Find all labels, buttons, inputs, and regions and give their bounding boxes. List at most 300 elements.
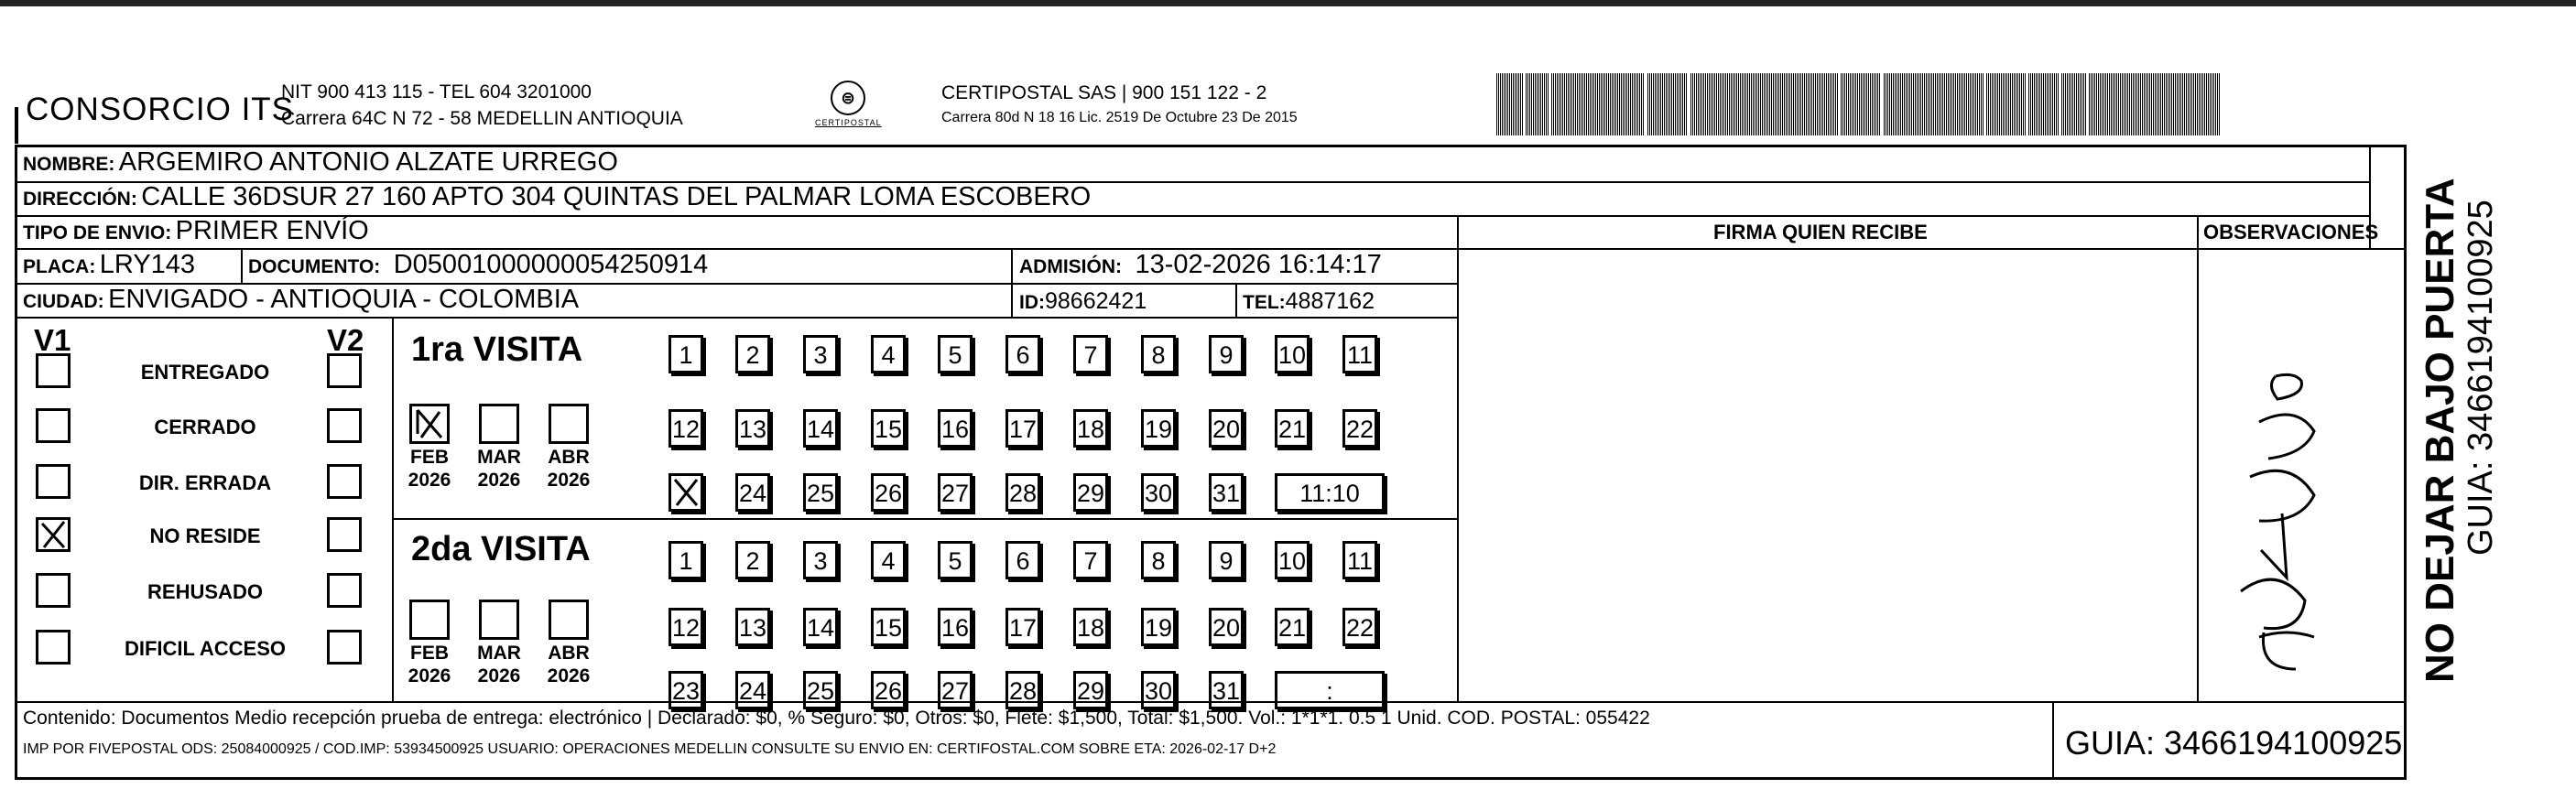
barcode-bar <box>1538 73 1539 135</box>
barcode-bar <box>2072 73 2073 135</box>
month-name: ABR <box>548 447 590 468</box>
barcode-bar <box>1973 73 1974 135</box>
barcode-bar <box>1593 73 1594 135</box>
barcode-bar <box>2052 73 2053 135</box>
barcode-bar <box>2107 73 2108 135</box>
first-visit-title: 1ra VISITA <box>411 330 583 369</box>
barcode-bar <box>2012 73 2013 135</box>
guia-number: GUIA: 3466194100925 <box>2065 724 2403 762</box>
barcode-bar <box>1868 73 1869 135</box>
barcode-bar <box>1548 73 1549 135</box>
nombre-row <box>23 147 618 178</box>
first-visit-day[interactable]: 15 <box>871 409 906 448</box>
barcode-bar <box>1848 73 1849 135</box>
barcode-bar <box>2129 73 2130 135</box>
barcode-bar <box>1764 73 1765 135</box>
placa-label: PLACA: <box>23 256 96 277</box>
barcode-bar <box>1898 73 1899 135</box>
second-visit-day[interactable]: 2 <box>735 541 770 579</box>
barcode-bar <box>1771 73 1772 135</box>
nombre-value: ARGEMIRO ANTONIO ALZATE URREGO <box>118 147 618 177</box>
barcode-bar <box>1782 73 1783 135</box>
barcode-bar <box>1822 73 1823 135</box>
barcode-bar <box>1677 73 1678 135</box>
v2-header: V2 <box>327 323 364 357</box>
barcode-bar <box>1577 73 1578 135</box>
second-visit-day[interactable]: 11 <box>1342 541 1377 579</box>
v2-checkbox-dir-errada[interactable] <box>327 464 362 499</box>
barcode-bar <box>2006 73 2007 135</box>
cert-address: Carrera 80d N 18 16 Lic. 2519 De Octubre 23 De 2015 <box>941 110 1298 125</box>
barcode-bar <box>1553 73 1554 135</box>
v2-checkbox-dificil-acceso[interactable] <box>327 630 362 665</box>
barcode-bar <box>2146 73 2147 135</box>
admision-row <box>1019 250 1382 280</box>
barcode-bar <box>1641 73 1642 135</box>
barcode-bar <box>2149 73 2150 135</box>
barcode-bar <box>1870 73 1871 135</box>
barcode-bar <box>1599 73 1600 135</box>
barcode-bar <box>1948 73 1949 135</box>
barcode-bar <box>1826 73 1827 135</box>
barcode-bar <box>1720 73 1721 135</box>
barcode-bar <box>2085 73 2086 135</box>
first-visit-day[interactable]: 18 <box>1073 409 1108 448</box>
first-visit-day[interactable]: 21 <box>1275 409 1310 448</box>
barcode-bar <box>2028 73 2029 135</box>
barcode-bar <box>1981 73 1982 135</box>
barcode-bar <box>2171 73 2172 135</box>
v2-checkbox-cerrado[interactable] <box>327 408 362 443</box>
barcode-bar <box>1835 73 1836 135</box>
barcode-bar <box>2169 73 2170 135</box>
first-visit-day[interactable]: 29 <box>1073 473 1108 512</box>
barcode-bar <box>1571 73 1572 135</box>
barcode-bar <box>1920 73 1921 135</box>
first-visit-day[interactable]: 12 <box>668 409 703 448</box>
status-label-dir-errada: DIR. ERRADA <box>138 471 272 494</box>
barcode-bar <box>1513 73 1514 135</box>
first-visit-day[interactable]: 14 <box>803 409 838 448</box>
second-visit-day[interactable]: 6 <box>1005 541 1040 579</box>
barcode-bar <box>1937 73 1938 135</box>
barcode-bar <box>1929 73 1930 135</box>
barcode-bar <box>2195 73 2196 135</box>
barcode-bar <box>1864 73 1865 135</box>
barcode-bar <box>2162 73 2163 135</box>
barcode-bar <box>1723 73 1724 135</box>
barcode-bar <box>1664 73 1665 135</box>
barcode-bar <box>1844 73 1845 135</box>
barcode-bar <box>1995 73 1996 135</box>
barcode-bar <box>2030 73 2031 135</box>
v1-checkbox-entregado[interactable] <box>36 353 71 388</box>
barcode-bar <box>1959 73 1960 135</box>
placa-row <box>23 250 195 280</box>
barcode-bar <box>2111 73 2112 135</box>
barcode-bar <box>2199 73 2200 135</box>
first-visit-day[interactable]: 5 <box>938 335 973 373</box>
barcode-bar <box>1893 73 1894 135</box>
direccion-row <box>23 182 1091 212</box>
barcode-bar <box>1692 73 1693 135</box>
barcode-bar <box>1560 73 1561 135</box>
barcode-bar <box>2023 73 2024 135</box>
first-visit-month-mar[interactable] <box>479 404 519 444</box>
barcode-bar <box>1744 73 1745 135</box>
barcode-bar <box>1671 73 1672 135</box>
barcode-bar <box>2193 73 2194 135</box>
barcode-bar <box>2065 73 2066 135</box>
second-visit-day[interactable]: 12 <box>668 608 703 646</box>
second-visit-day[interactable]: 1 <box>668 541 703 579</box>
documento-value: D05001000000054250914 <box>393 250 709 279</box>
barcode-bar <box>1509 73 1510 135</box>
status-label-no-reside: NO RESIDE <box>149 524 261 547</box>
barcode-bar <box>1568 73 1569 135</box>
first-visit-day[interactable]: 22 <box>1342 409 1377 448</box>
second-visit-day[interactable]: 29 <box>1073 671 1108 709</box>
second-visit-month-label <box>472 642 527 687</box>
first-visit-day[interactable]: 30 <box>1141 473 1176 512</box>
barcode-bar <box>1970 73 1971 135</box>
barcode-bar <box>1962 73 1963 135</box>
second-visit-day[interactable]: 26 <box>871 671 906 709</box>
second-visit-day[interactable]: 13 <box>735 608 770 646</box>
barcode-bar <box>1791 73 1792 135</box>
first-visit-day[interactable]: 6 <box>1005 335 1040 373</box>
barcode-bar <box>1749 73 1750 135</box>
barcode-bar <box>2116 73 2117 135</box>
barcode-bar <box>1579 73 1580 135</box>
second-visit-day[interactable]: 21 <box>1275 608 1310 646</box>
barcode-bar <box>1698 73 1699 135</box>
barcode-bar <box>1926 73 1927 135</box>
barcode-bar <box>1573 73 1574 135</box>
barcode-bar <box>1714 73 1715 135</box>
barcode-bar <box>1619 73 1620 135</box>
second-visit-day[interactable]: 24 <box>735 671 770 709</box>
barcode-bar <box>1906 73 1907 135</box>
second-visit-day[interactable]: 17 <box>1005 608 1040 646</box>
first-visit-day[interactable]: 4 <box>871 335 906 373</box>
side-guia: GUIA: 3466194100925 <box>2462 200 2500 556</box>
company-address: Carrera 64C N 72 - 58 MEDELLIN ANTIOQUIA <box>281 108 683 129</box>
second-visit-day[interactable]: 25 <box>803 671 838 709</box>
barcode-bar <box>1606 73 1607 135</box>
first-visit-day[interactable]: 2 <box>735 335 770 373</box>
tipo-value: PRIMER ENVÍO <box>175 216 369 245</box>
barcode-bar <box>2125 73 2126 135</box>
second-visit-day[interactable]: 22 <box>1342 608 1377 646</box>
ciudad-row <box>23 285 579 315</box>
barcode-bar <box>1780 73 1781 135</box>
barcode-bar <box>2098 73 2099 135</box>
second-visit-month-abr[interactable] <box>549 600 589 640</box>
barcode-bar <box>1859 73 1860 135</box>
first-visit-month-label <box>402 446 457 492</box>
barcode-bar <box>1673 73 1674 135</box>
barcode-bar <box>1657 73 1658 135</box>
second-visit-day[interactable]: 30 <box>1141 671 1176 709</box>
barcode-bar <box>2078 73 2079 135</box>
barcode-bar <box>1891 73 1892 135</box>
second-visit-month-label <box>402 642 457 687</box>
first-visit-day[interactable]: 3 <box>803 335 838 373</box>
barcode-bar <box>2133 73 2134 135</box>
barcode-bar <box>2021 73 2022 135</box>
barcode-bar <box>1778 73 1779 135</box>
first-visit-day[interactable]: 10 <box>1275 335 1310 373</box>
first-visit-month-abr[interactable] <box>549 404 589 444</box>
barcode-bar <box>1953 73 1954 135</box>
second-visit-day[interactable]: 28 <box>1005 671 1040 709</box>
second-visit-time-field[interactable]: : <box>1275 671 1385 709</box>
barcode-bar <box>1712 73 1713 135</box>
barcode-bar <box>2080 73 2081 135</box>
direccion-label: DIRECCIÓN: <box>23 189 137 210</box>
barcode-bar <box>1909 73 1910 135</box>
barcode-bar <box>2184 73 2185 135</box>
barcode-bar <box>1511 73 1512 135</box>
barcode-bar <box>1537 73 1538 135</box>
barcode-bar <box>2175 73 2176 135</box>
second-visit-day[interactable]: 31 <box>1209 671 1244 709</box>
barcode-bar <box>1643 73 1644 135</box>
first-visit-day[interactable]: 25 <box>803 473 838 512</box>
month-name: MAR <box>477 447 521 468</box>
first-visit-day[interactable]: 26 <box>871 473 906 512</box>
first-visit-month-feb[interactable] <box>409 404 450 444</box>
first-visit-day[interactable]: 9 <box>1209 335 1244 373</box>
barcode-bar <box>2164 73 2165 135</box>
barcode-bar <box>2166 73 2167 135</box>
barcode-bar <box>2032 73 2033 135</box>
barcode-bar <box>1564 73 1565 135</box>
first-visit-day[interactable]: 27 <box>938 473 973 512</box>
barcode-bar <box>1800 73 1801 135</box>
barcode-bar <box>1700 73 1701 135</box>
barcode-bar <box>1542 73 1543 135</box>
month-year: 2026 <box>408 470 451 491</box>
barcode-bar <box>1795 73 1796 135</box>
barcode-bar <box>1727 73 1728 135</box>
barcode <box>1495 73 2220 135</box>
second-visit-day[interactable]: 18 <box>1073 608 1108 646</box>
barcode-bar <box>2014 73 2015 135</box>
observaciones-label: OBSERVACIONES <box>2203 221 2379 243</box>
month-year: 2026 <box>408 665 451 686</box>
second-visit-day[interactable]: 3 <box>803 541 838 579</box>
barcode-bar <box>1498 73 1499 135</box>
barcode-bar <box>2050 73 2051 135</box>
barcode-bar <box>1518 73 1519 135</box>
barcode-bar <box>1729 73 1730 135</box>
barcode-bar <box>1961 73 1962 135</box>
second-visit-day[interactable]: 9 <box>1209 541 1244 579</box>
barcode-bar <box>1731 73 1732 135</box>
barcode-bar <box>1540 73 1541 135</box>
barcode-bar <box>1853 73 1854 135</box>
first-visit-day[interactable] <box>668 473 703 512</box>
barcode-bar <box>2039 73 2040 135</box>
barcode-bar <box>1522 73 1523 135</box>
v1-checkbox-rehusado[interactable] <box>36 573 71 608</box>
barcode-bar <box>1979 73 1980 135</box>
barcode-bar <box>1928 73 1929 135</box>
barcode-bar <box>1924 73 1925 135</box>
first-visit-day[interactable]: 28 <box>1005 473 1040 512</box>
second-visit-day[interactable]: 8 <box>1141 541 1176 579</box>
barcode-bar <box>2182 73 2183 135</box>
second-visit-day[interactable]: 27 <box>938 671 973 709</box>
first-visit-day[interactable]: 13 <box>735 409 770 448</box>
first-visit-day[interactable]: 8 <box>1141 335 1176 373</box>
barcode-bar <box>1634 73 1635 135</box>
v1-checkbox-dir-errada[interactable] <box>36 464 71 499</box>
second-visit-month-mar[interactable] <box>479 600 519 640</box>
first-visit-day[interactable]: 24 <box>735 473 770 512</box>
first-visit-day[interactable]: 31 <box>1209 473 1244 512</box>
first-visit-time-field[interactable]: 11:10 <box>1275 473 1385 512</box>
barcode-bar <box>1662 73 1663 135</box>
barcode-bar <box>1874 73 1875 135</box>
barcode-bar <box>2127 73 2128 135</box>
barcode-bar <box>2135 73 2136 135</box>
second-visit-day[interactable]: 4 <box>871 541 906 579</box>
barcode-bar <box>1815 73 1816 135</box>
second-visit-day[interactable]: 20 <box>1209 608 1244 646</box>
barcode-bar <box>1939 73 1940 135</box>
v1-checkbox-dificil-acceso[interactable] <box>36 630 71 665</box>
barcode-bar <box>1496 73 1497 135</box>
v1-checkbox-no-reside[interactable] <box>36 517 71 552</box>
barcode-bar <box>2113 73 2114 135</box>
v2-checkbox-entregado[interactable] <box>327 353 362 388</box>
second-visit-day[interactable]: 15 <box>871 608 906 646</box>
barcode-bar <box>2213 73 2214 135</box>
barcode-bar <box>1615 73 1616 135</box>
barcode-bar <box>1837 73 1838 135</box>
barcode-bar <box>1520 73 1521 135</box>
barcode-bar <box>2138 73 2139 135</box>
barcode-bar <box>1722 73 1723 135</box>
second-visit-day[interactable]: 10 <box>1275 541 1310 579</box>
barcode-bar <box>1617 73 1618 135</box>
company-info <box>281 79 683 132</box>
barcode-bar <box>1784 73 1785 135</box>
company-name: CONSORCIO ITS <box>26 92 295 127</box>
first-visit-day[interactable]: 11 <box>1342 335 1377 373</box>
barcode-bar <box>1507 73 1508 135</box>
barcode-bar <box>1902 73 1903 135</box>
logo-text: CERTIPOSTAL <box>815 118 882 127</box>
barcode-bar <box>1690 73 1691 135</box>
barcode-bar <box>1879 73 1880 135</box>
barcode-bar <box>1852 73 1853 135</box>
first-visit-day[interactable]: 19 <box>1141 409 1176 448</box>
barcode-bar <box>1601 73 1602 135</box>
second-visit-day[interactable]: 7 <box>1073 541 1108 579</box>
barcode-bar <box>2210 73 2211 135</box>
barcode-bar <box>2188 73 2189 135</box>
observation-signature <box>2204 358 2369 687</box>
second-visit-day[interactable]: 14 <box>803 608 838 646</box>
month-year: 2026 <box>477 665 521 686</box>
first-visit-day[interactable]: 20 <box>1209 409 1244 448</box>
barcode-bar <box>1968 73 1969 135</box>
barcode-bar <box>1951 73 1952 135</box>
second-visit-day[interactable]: 19 <box>1141 608 1176 646</box>
barcode-bar <box>1570 73 1571 135</box>
first-visit-day[interactable]: 17 <box>1005 409 1040 448</box>
v2-checkbox-rehusado[interactable] <box>327 573 362 608</box>
first-visit-day[interactable]: 16 <box>938 409 973 448</box>
barcode-bar <box>2089 73 2090 135</box>
barcode-bar <box>1502 73 1503 135</box>
barcode-bar <box>1828 73 1829 135</box>
barcode-bar <box>2081 73 2082 135</box>
barcode-bar <box>1718 73 1719 135</box>
status-label-entregado: ENTREGADO <box>140 361 270 384</box>
barcode-bar <box>1653 73 1654 135</box>
second-visit-day[interactable]: 5 <box>938 541 973 579</box>
barcode-bar <box>1582 73 1583 135</box>
barcode-bar <box>1895 73 1896 135</box>
barcode-bar <box>2041 73 2042 135</box>
firma-label: FIRMA QUIEN RECIBE <box>1713 221 1928 243</box>
v2-checkbox-no-reside[interactable] <box>327 517 362 552</box>
barcode-bar <box>1590 73 1591 135</box>
barcode-bar <box>1875 73 1876 135</box>
month-name: FEB <box>410 447 449 468</box>
barcode-bar <box>1946 73 1947 135</box>
barcode-bar <box>2003 73 2004 135</box>
second-visit-day[interactable]: 23 <box>668 671 703 709</box>
barcode-bar <box>1877 73 1878 135</box>
first-visit-day[interactable]: 7 <box>1073 335 1108 373</box>
v1-checkbox-cerrado[interactable] <box>36 408 71 443</box>
id-label: ID: <box>1019 292 1045 313</box>
barcode-bar <box>2047 73 2048 135</box>
barcode-bar <box>1841 73 1842 135</box>
tel-row <box>1243 288 1375 315</box>
v1-header: V1 <box>34 323 71 357</box>
barcode-bar <box>1738 73 1739 135</box>
barcode-bar <box>2219 73 2220 135</box>
barcode-bar <box>1904 73 1905 135</box>
month-year: 2026 <box>547 665 591 686</box>
barcode-bar <box>1797 73 1798 135</box>
barcode-bar <box>1546 73 1547 135</box>
barcode-bar <box>2122 73 2123 135</box>
barcode-bar <box>2204 73 2205 135</box>
footer-contenido: Contenido: Documentos Medio recepción prueba de entrega: electrónico | Declarado: $0, % Seguro: $0, Otros: $0, Flete: $1,500, Total: $1,500. Vol.: 1*1*1. 0.5 1 Unid. COD. POSTAL: 055422 <box>23 708 1650 729</box>
first-visit-day[interactable]: 1 <box>668 335 703 373</box>
barcode-bar <box>2094 73 2095 135</box>
barcode-bar <box>2206 73 2207 135</box>
barcode-bar <box>2025 73 2026 135</box>
barcode-bar <box>1872 73 1873 135</box>
barcode-bar <box>1861 73 1862 135</box>
second-visit-day[interactable]: 16 <box>938 608 973 646</box>
id-value: 98662421 <box>1045 288 1147 314</box>
second-visit-month-label <box>541 642 596 687</box>
second-visit-month-feb[interactable] <box>409 600 450 640</box>
month-name: MAR <box>477 643 521 664</box>
barcode-bar <box>1884 73 1885 135</box>
barcode-bar <box>1684 73 1685 135</box>
